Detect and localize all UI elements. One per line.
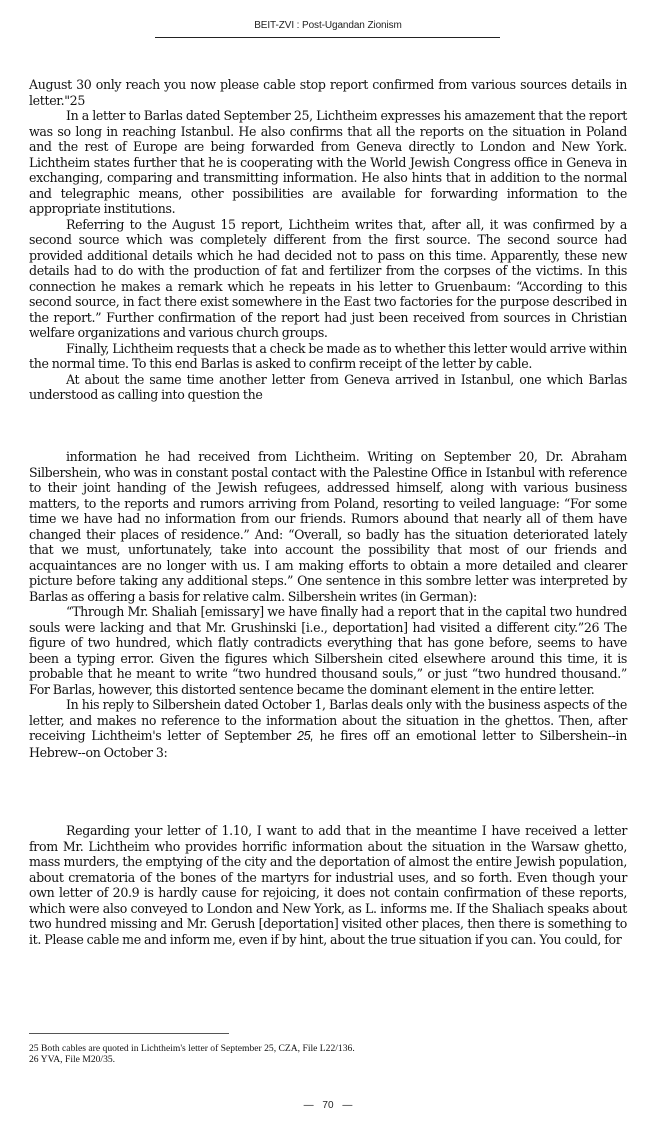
block-quote-letter [29, 823, 627, 947]
footnote-26: 26 YVA, File M20/35. [29, 1054, 116, 1065]
paragraph: information he had received from Lichtheim. Writing on September 20, Dr. Abraham Silbershein, who was in constant postal contact with the Palestine Office in Istanbul with reference to their joint handing of the Jewish refugees, addressed himself, along with various business matters, to the reports and rumors arriving from Poland, resorting to veiled language: “For some time we have had no information from our friends. Rumors abound that nearly all of them have changed their places of residence.” And: “Overall, so badly has the situation deteriorated lately that we must, unfortunately, take into account the possibility that most of our friends and acquaintances are no longer with us. I am making efforts to obtain a more detailed and clearer picture before taking any additional steps.” One sentence in this sombre letter was interpreted by Barlas as offering a basis for relative calm. Silbershein writes (in German): [29, 449, 627, 604]
paragraph: In a letter to Barlas dated September 25, Lichtheim expresses his amazement that the report was so long in reaching Istanbul. He also confirms that all the reports on the situation in Poland and the rest of Europe are being forwarded from Geneva directly to London and New York. Lichtheim states further that he is cooperating with the World Jewish Congress office in Geneva in exchanging, comparing and transmitting information. He also hints that in addition to the normal and telegraphic means, other possibilities are available for forwarding information to the appropriate institutions. [29, 108, 627, 216]
footnote-25: 25 Both cables are quoted in Lichtheim's letter of September 25, CZA, File L22/136. [29, 1043, 355, 1054]
page-number: — 70 — [303, 1100, 353, 1111]
body-text-block-1 [29, 77, 627, 403]
header-rule [155, 37, 500, 38]
paragraph: Regarding your letter of 1.10, I want to add that in the meantime I have received a letter from Mr. Lichtheim who provides horrific information about the situation in the Warsaw ghetto, mass murders, the emptying of the city and the deportation of almost the entire Jewish population, about crematoria of the bones of the martyrs for industrial uses, and so forth. Even though your own letter of 20.9 is hardly cause for rejoicing, it does not contain confirmation of these reports, which were also conveyed to London and New York, as L. informs me. If the Shaliach speaks about two hundred missing and Mr. Gerush [deportation] visited other places, then there is something to it. Please cable me and inform me, even if by hint, about the true situation if you can. You could, for [29, 823, 627, 947]
footnote-separator [29, 1033, 229, 1034]
paragraph: Referring to the August 15 report, Lichtheim writes that, after all, it was confirmed by a second source which was completely different from the first source. The second source had provided additional details which he had decided not to pass on this time. Apparently, these new details had to do with the production of fat and fertilizer from the corpses of the victims. In this connection he makes a remark which he repeats in his letter to Gruenbaum: “According to this second source, in fact there exist somewhere in the East two factories for the purpose described in the report.” Further confirmation of the report had just been received from sources in Christian welfare organizations and various church groups. [29, 216, 627, 340]
running-header-title: BEIT-ZVI : Post-Ugandan Zionism [254, 20, 402, 31]
paragraph-cable-quote: August 30 only reach you now please cable stop report confirmed from various sources details in letter."25 [29, 77, 627, 108]
text-run: he fires off an emotional letter to Silbershein--in Hebrew--on October 3: [29, 728, 627, 760]
paragraph: Finally, Lichtheim requests that a check be made as to whether this letter would arrive within the normal time. To this end Barlas is asked to confirm receipt of the letter by cable. [29, 340, 627, 371]
paragraph: At about the same time another letter from Geneva arrived in Istanbul, one which Barlas understood as calling into question the [29, 371, 627, 402]
text-run: In his reply to Silbershein dated October 1, Barlas deals only with the business aspects of the letter, and makes no reference to the information about the situation in the ghettos. Then, after receiving Lichtheim's letter of September [29, 697, 627, 743]
paragraph [29, 697, 627, 760]
footnotes [29, 1043, 629, 1065]
paragraph: “Through Mr. Shaliah [emissary] we have finally had a report that in the capital two hundred souls were lacking and that Mr. Grushinski [i.e., deportation] had visited a different city.”26 The figure of two hundred, which flatly contradicts everything that has gone before, seems to have been a typing error. Given the figures which Silbershein cited elsewhere around this time, it is probable that he meant to write “two hundred thousand souls,” or just “two hundred thousand.” For Barlas, however, this distorted sentence became the dominant element in the entire letter. [29, 604, 627, 697]
italic-date: 25, [297, 729, 314, 743]
body-text-block-2 [29, 449, 627, 760]
